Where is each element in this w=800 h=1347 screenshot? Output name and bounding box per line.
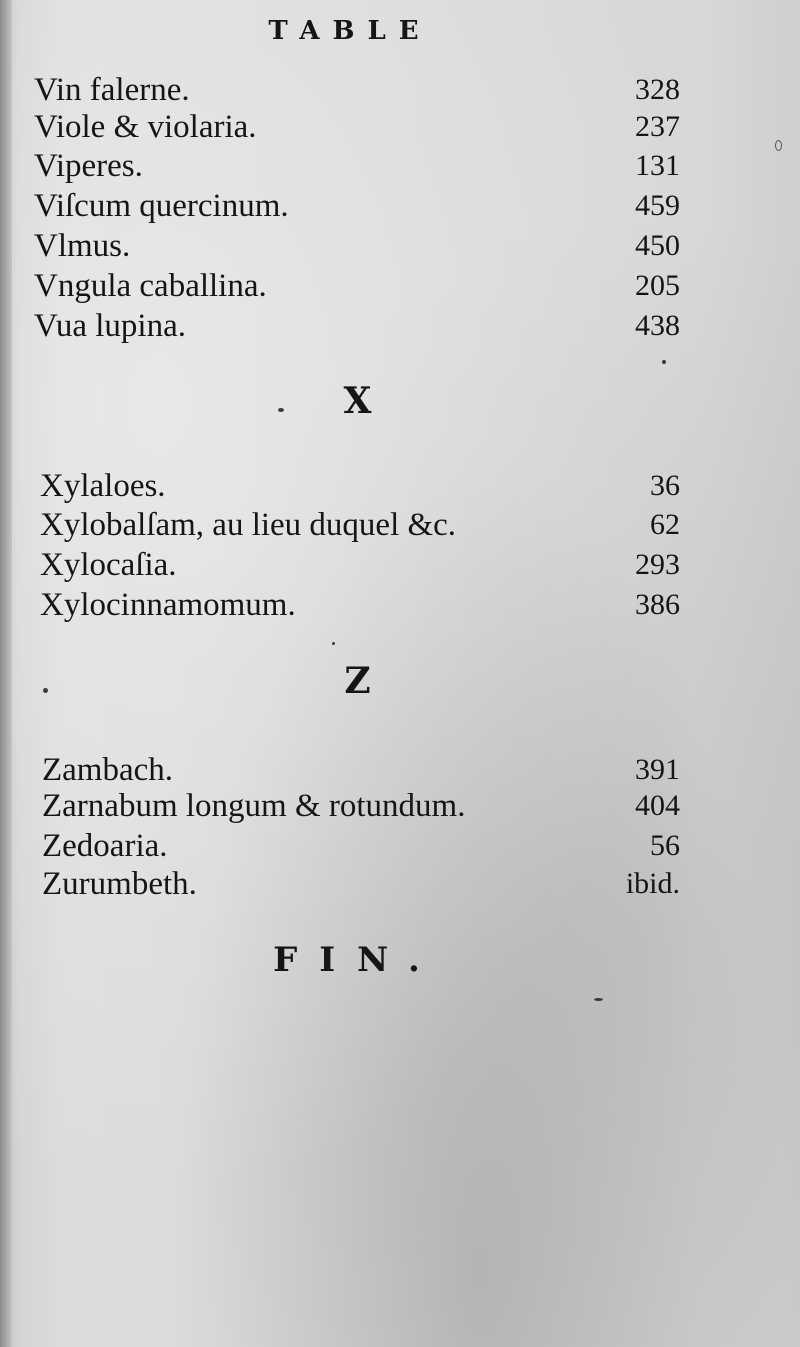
index-entry bbox=[0, 786, 800, 826]
paper-speck bbox=[278, 408, 284, 412]
entry-page-number: 328 bbox=[635, 73, 680, 106]
entry-page-number: 36 bbox=[650, 469, 680, 502]
entry-term: Xylobalſam, au lieu duquel &c. bbox=[40, 507, 457, 543]
index-entry bbox=[0, 826, 800, 866]
entry-term: Xylocinnamomum. bbox=[40, 587, 296, 623]
entry-term: Zambach. bbox=[42, 752, 174, 788]
entry-term: Vngula caballina. bbox=[34, 268, 267, 304]
entry-term: Zurumbeth. bbox=[42, 866, 197, 902]
entry-term: Vlmus. bbox=[34, 228, 131, 264]
section-letter-z: Z bbox=[344, 660, 371, 702]
index-entry bbox=[0, 585, 800, 625]
entry-term: Xylocaſia. bbox=[40, 547, 177, 583]
entry-term: Zedoaria. bbox=[42, 828, 168, 864]
entry-page-number: 205 bbox=[635, 269, 680, 302]
index-entry bbox=[0, 186, 800, 226]
entry-page-number: 386 bbox=[635, 588, 680, 621]
index-entry bbox=[0, 107, 800, 147]
paper-speck bbox=[43, 688, 48, 693]
running-head: TABLE bbox=[268, 16, 432, 46]
index-entry bbox=[0, 466, 800, 506]
entry-page-number: 450 bbox=[635, 229, 680, 262]
end-mark: FIN. bbox=[273, 940, 442, 980]
entry-page-number: 404 bbox=[635, 789, 680, 822]
index-entry bbox=[0, 266, 800, 306]
index-entry bbox=[0, 306, 800, 346]
entry-term: Xylaloes. bbox=[40, 468, 166, 504]
paper-speck bbox=[775, 140, 782, 151]
entry-page-number: ibid. bbox=[625, 867, 680, 900]
entry-term: Viſcum quercinum. bbox=[34, 188, 289, 224]
index-entry bbox=[0, 226, 800, 266]
section-letter-x: X bbox=[343, 380, 372, 422]
entry-term: Vin falerne. bbox=[34, 72, 190, 108]
entry-term: Viperes. bbox=[34, 148, 143, 184]
entry-term: Viole & violaria. bbox=[34, 109, 257, 145]
entry-page-number: 293 bbox=[635, 548, 680, 581]
entry-page-number: 459 bbox=[635, 189, 680, 222]
entry-term: Vua lupina. bbox=[34, 308, 186, 344]
entry-page-number: 237 bbox=[635, 110, 680, 143]
entry-page-number: 438 bbox=[635, 309, 680, 342]
entry-term: Zarnabum longum & rotundum. bbox=[42, 788, 466, 824]
index-entry bbox=[0, 70, 800, 110]
paper-speck bbox=[594, 998, 603, 1001]
paper-speck bbox=[662, 360, 666, 364]
paper-speck bbox=[332, 642, 335, 645]
entry-page-number: 56 bbox=[650, 829, 680, 862]
index-entry bbox=[0, 545, 800, 585]
entry-page-number: 62 bbox=[650, 508, 680, 541]
entry-page-number: 391 bbox=[635, 753, 680, 786]
index-entry bbox=[0, 864, 800, 904]
index-entry bbox=[0, 146, 800, 186]
entry-page-number: 131 bbox=[635, 149, 680, 182]
index-entry bbox=[0, 505, 800, 545]
index-entry bbox=[0, 750, 800, 790]
